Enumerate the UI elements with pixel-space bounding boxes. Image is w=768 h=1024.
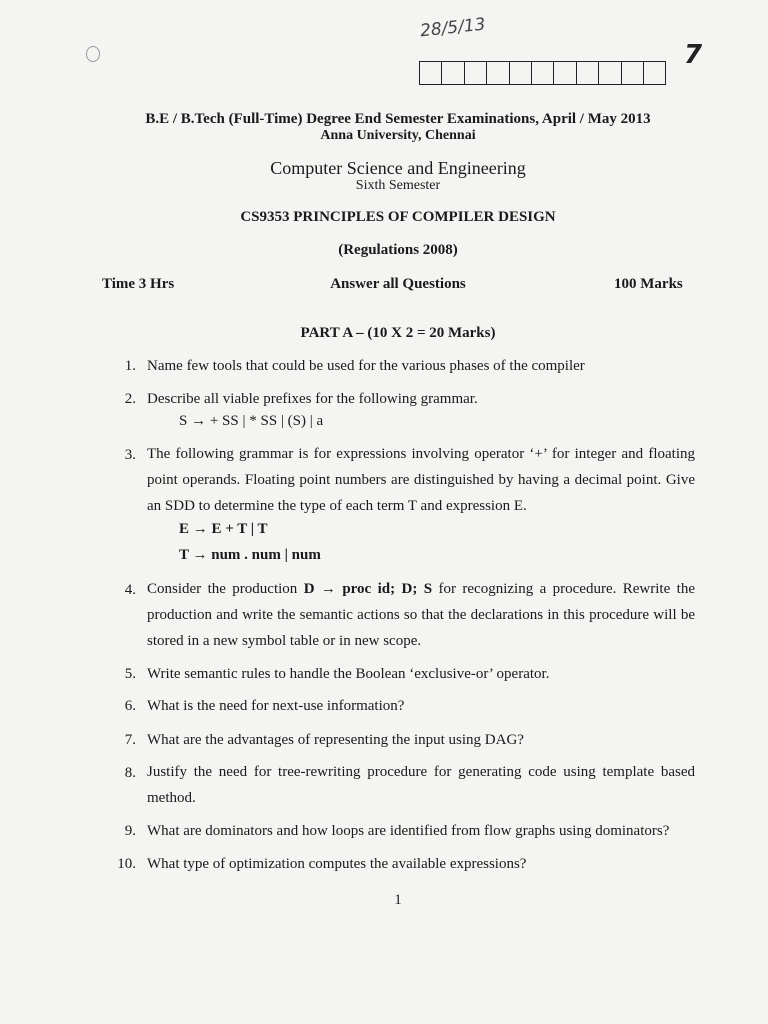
register-number-cell: [532, 62, 554, 84]
part-a-title: PART A – (10 X 2 = 20 Marks): [300, 325, 496, 341]
question-number: 2.: [124, 391, 136, 407]
register-number-boxes: [419, 61, 666, 85]
page-number: 1: [394, 892, 402, 908]
semester: Sixth Semester: [355, 178, 441, 193]
question-text-part: Consider the production: [147, 581, 304, 597]
grammar-production: T → num . num | num: [179, 547, 321, 563]
question-text: Write semantic rules to handle the Boolean ‘exclusive-or’ operator.: [147, 666, 550, 682]
register-number-cell: [622, 62, 644, 84]
register-number-cell: [644, 62, 665, 84]
question-number: 5.: [124, 666, 136, 682]
question-text: Justify the need for tree-rewriting procedure for generating code using template based method.: [147, 764, 695, 806]
register-number-cell: [577, 62, 599, 84]
exam-title: B.E / B.Tech (Full-Time) Degree End Semester Examinations, April / May 2013: [145, 111, 651, 127]
handwritten-corner-mark: 7: [684, 40, 703, 70]
register-number-cell: [599, 62, 621, 84]
question-text: What type of optimization computes the available expressions?: [147, 856, 527, 872]
department-name: Computer Science and Engineering: [270, 158, 526, 178]
exam-duration: Time 3 Hrs: [102, 276, 175, 292]
question-text: The following grammar is for expressions involving operator ‘+’ for integer and floating point operands. Floating point numbers are distinguished by having a decimal point. Give an SDD to determine the type of each term T and expression E.: [147, 446, 695, 514]
question-number: 6.: [124, 698, 136, 714]
total-marks: 100 Marks: [614, 276, 683, 292]
question-number: 8.: [124, 765, 136, 781]
question-number: 3.: [124, 447, 136, 463]
register-number-cell: [442, 62, 464, 84]
course-title: CS9353 PRINCIPLES OF COMPILER DESIGN: [240, 209, 556, 225]
register-number-cell: [554, 62, 576, 84]
question-text: What are dominators and how loops are identified from flow graphs using dominators?: [147, 823, 670, 839]
question-text: Describe all viable prefixes for the following grammar.: [147, 391, 478, 407]
question-number: 7.: [124, 732, 136, 748]
question-text-part: for recognizing a procedure. Rewrite the production and write the semantic actions so that the declarations in this procedure will be stored in a new symbol table or in new scope.: [147, 581, 695, 649]
grammar-production: S → + SS | * SS | (S) | a: [179, 413, 324, 429]
punch-hole-mark: [86, 46, 100, 62]
question-text: Name few tools that could be used for the various phases of the compiler: [147, 358, 585, 374]
register-number-cell: [420, 62, 442, 84]
register-number-cell: [465, 62, 487, 84]
university-name: Anna University, Chennai: [320, 128, 476, 143]
question-text: What is the need for next-use information?: [147, 698, 405, 714]
question-number: 9.: [124, 823, 136, 839]
register-number-cell: [510, 62, 532, 84]
handwritten-date-note: 28/5/13: [419, 14, 487, 42]
question-number: 4.: [124, 582, 136, 598]
question-text: What are the advantages of representing the input using DAG?: [147, 732, 524, 748]
production-rule: D → proc id; D; S: [303, 581, 433, 597]
question-number: 1.: [124, 358, 136, 374]
question-text: [147, 576, 695, 654]
grammar-production: E → E + T | T: [179, 521, 268, 537]
exam-instruction: Answer all Questions: [330, 276, 466, 292]
register-number-cell: [487, 62, 509, 84]
question-number: 10.: [117, 856, 136, 872]
regulations: (Regulations 2008): [338, 242, 458, 258]
